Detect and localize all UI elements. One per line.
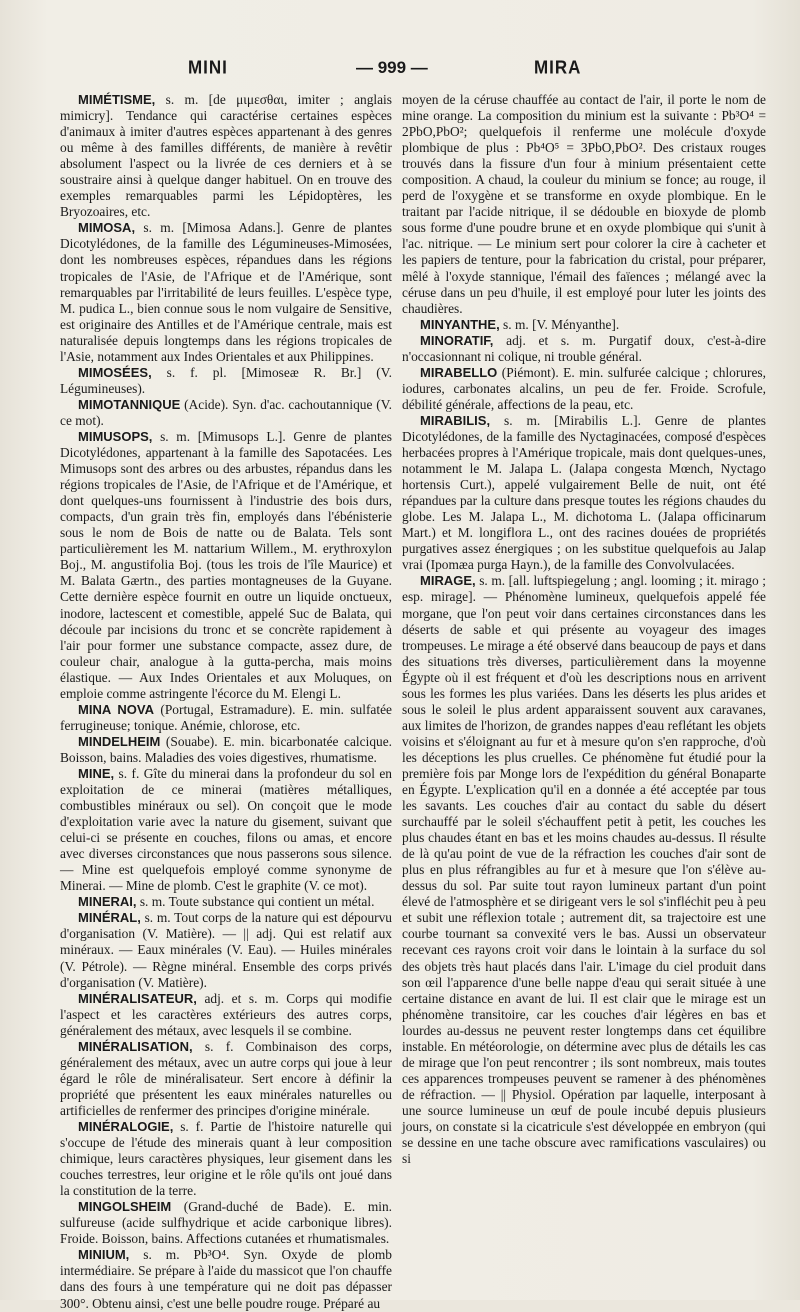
dictionary-entry — [60, 1119, 392, 1199]
entry-text: s. m. [all. luftspiegelung ; angl. looming ; it. mirago ; esp. mirage]. — Phénomène lumineux, quelquefois appelé fée morgane, que l'on peut voir dans certaines circonstances dans les déserts de sable et qui présente au voyageur des images trompeuses. Le mirage a été observé dans beaucoup de pays et dans des situations très diverses, particulièrement dans la moyenne Égypte où il est fréquent et d'où les descriptions nous en arrivent sous les formes les plus variées. Dans les déserts les plus arides et sous le soleil le plus ardent apparaissent souvent aux caravanes, aux limites de l'horizon, de grandes nappes d'eau reflétant les objets voisins et s'éloignant au fur et à mesure qu'on s'en rapproche, d'où les déceptions les plus cruelles. Ce phénomène fut étudié pour la première fois par Monge lors de l'expédition du général Bonaparte en Égypte. L'explication qu'il en a donnée a été acceptée par tous les savants. Les couches d'air au contact du sable du désert surchauffé par le soleil s'échauffent petit à petit, les couches les plus chaudes étant en bas et les moins chaudes au-dessus. Il résulte de là qu'au point de vue de la réfraction les couches d'air sont de plus en plus réfrangibles au fur et à mesure que l'on s'élève au-dessus du sol. Par suite tout rayon lumineux partant d'un point élevé de l'atmosphère et se dirigeant vers le sol s'infléchit peu à peu et subit une réflexion totale ; autrement dit, sa trajectoire est une courbe tournant sa convexité vers le bas. Aussi un observateur recevant ces rayons croit voir dans le lointain à la surface du sol des objets très haut placés dans l'air. L'image du ciel produit dans son œil l'apparence d'une belle nappe d'eau qui serait située à une certaine distance en avant de lui. Il est clair que le mirage est un phénomène transitoire, car les couches d'air légères en bas et lourdes au-dessus ne peuvent rester longtemps dans cet équilibre instable. En météorologie, on détermine avec plus de détails les cas de mirage que l'on peut rencontrer ; ils sont nombreux, mais toutes ces apparences trompeuses peuvent se ramener à des phénomènes de réfraction. — || Physiol. Opération par laquelle, interposant à une source lumineuse un œuf de poule incubé depuis plusieurs jours, on constate si la cicatricule s'est développée en embryon (qui se dessine en une tache obscure avec ramifications vasculaires) ou si — [402, 573, 766, 1167]
entry-text: s. f. Combinaison des corps, généralement des métaux, avec un autre corps qui joue à leur égard le rôle de minéralisateur. Sert encore à définir la propriété que présentent les eaux minérales naturelles ou artificielles de renfermer des principes d'origine minérale. — [60, 1038, 392, 1118]
dictionary-entry — [402, 92, 766, 317]
entry-headword: MIMOSÉES, — [78, 364, 152, 380]
entry-text: s. m. [Mirabilis L.]. Genre de plantes Dicotylédones, de la famille des Nyctaginacées, composé d'espèces herbacées propres à l'Amérique tropicale, mais dont quelques-unes, notamment le M. Jalapa L. (Jalapa congesta Mœnch, Nyctago hortensis Curt.), appelé vulgairement Belle de nuit, ont été répandues par la culture dans presque toutes les régions chaudes du globe. Les M. Jalapa L., M. dichotoma L. (Jalapa officinarum Mart.) et M. longiflora L., ont des racines douées de propriétés purgatives assez énergiques ; on les substitue quelquefois au Jalap vrai (Ipomæa purga Hayn.), de la famille des Convolvulacées. — [402, 412, 766, 573]
entry-headword: MIMOSA, — [78, 220, 136, 236]
header-right-guideword: MIRA — [534, 57, 582, 78]
entry-headword: MINÉRALOGIE, — [78, 1119, 174, 1134]
dictionary-entry — [60, 365, 392, 397]
entry-text: (Portugal, Estramadure). E. min. sulfatée ferrugineuse; tonique. Anémie, chlorose, etc. — [60, 701, 392, 733]
entry-headword: MINÉRALISATEUR, — [78, 990, 197, 1006]
entry-text: adj. et s. m. Corps qui modifie l'aspect et les caractères extérieurs des autres corps, généralement des métaux, avec lesquels il se combine. — [60, 990, 392, 1038]
left-column — [60, 92, 392, 1311]
entry-text: s. m. [V. Ményanthe]. — [499, 316, 620, 332]
dictionary-entry — [60, 910, 392, 990]
entry-text: (Piémont). E. min. sulfurée calcique ; chlorures, iodures, carbonates alcalins, un peu de fer. Froide. Scrofule, débilité générale, affections de la peau, etc. — [402, 364, 766, 412]
dictionary-entry — [402, 573, 766, 1167]
entry-text: s. m. [Mimusops L.]. Genre de plantes Dicotylédones, appartenant à la famille des Sapotacées. Les Mimusops sont des arbres ou des arbustes, répandus dans les régions tropicales de l'Asie, de l'Afrique et de l'Amérique, et dont quelques-uns fournissent à l'industrie des bois durs, compacts, d'un grain très fin, employés dans l'ébénisterie sous le nom de Bois de natte ou de Balata. Tels sont particulièrement les M. nattarium Willem., M. erythroxylon Boj., M. angustifolia Boj. (tous les trois de l'île Maurice) et M. Balata Gærtn., des parties montagneuses de la Guyane. Cette dernière espèce fournit en outre un liquide onctueux, inodore, lactescent et comestible, appelé Suc de Balata, qui découle par incisions du tronc et se concrète rapidement à l'air pour former une substance compacte, assez dure, de couleur chair, analogue à la gutta-percha, mais moins élastique. — Aux Indes Orientales et aux Moluques, on emploie comme astringente l'écorce du M. Elengi L. — [60, 428, 392, 701]
page-number: — 999 — — [356, 58, 428, 77]
dictionary-entry — [60, 429, 392, 702]
column-divider — [396, 92, 397, 1260]
dictionary-entry — [402, 317, 766, 333]
entry-text: s. m. Pb³O⁴. Syn. Oxyde de plomb intermédiaire. Se prépare à l'aide du massicot que l'on chauffe dans des fours à une température qui ne doit pas dépasser 300°. Obtenu ainsi, c'est une belle poudre rouge. Préparé au — [60, 1247, 392, 1311]
entry-headword: MIRAGE, — [420, 573, 476, 589]
entry-headword: MINIUM, — [78, 1247, 130, 1263]
entry-text: (Acide). Syn. d'ac. cachoutannique (V. ce mot). — [60, 396, 392, 428]
entry-text: s. m. Tout corps de la nature qui est dépourvu d'organisation (V. Matière). — || adj. Qui est relatif aux minéraux. — Eaux minérales (V. Eau). — Huiles minérales (V. Pétrole). — Règne minéral. Ensemble des corps privés d'organisation (V. Matière). — [60, 910, 392, 990]
entry-headword: MIRABILIS, — [420, 412, 491, 428]
dictionary-entry — [402, 413, 766, 573]
dictionary-entry — [60, 1039, 392, 1119]
entry-headword: MINGOLSHEIM — [78, 1199, 172, 1215]
dictionary-entry — [60, 1199, 392, 1247]
right-column — [402, 92, 766, 1262]
entry-headword: MIMÉTISME, — [78, 92, 156, 107]
entry-headword: MINDELHEIM — [78, 733, 161, 749]
entry-headword: MIMUSOPS, — [78, 428, 153, 444]
dictionary-entry — [60, 702, 392, 734]
entry-text: s. f. Partie de l'histoire naturelle qui s'occupe de l'étude des minerais quant à leur composition chimique, leurs caractères physiques, leur gisement dans les couches terrestres, leur origine et le rôle qu'ils ont joué dans la constitution de la terre. — [60, 1119, 392, 1199]
dictionary-entry — [60, 1247, 392, 1311]
entry-headword: MINYANTHE, — [420, 316, 500, 332]
dictionary-entry — [60, 397, 392, 429]
dictionary-entry — [60, 766, 392, 894]
entry-text: adj. et s. m. Purgatif doux, c'est-à-dire n'occasionnant ni colique, ni trouble général. — [402, 332, 766, 364]
entry-headword: MINÉRAL, — [78, 910, 141, 926]
entry-text: s. f. Gîte du minerai dans la profondeur du sol en exploitation de ce minerai (matières métalliques, combustibles minéraux ou sel). On conçoit que le mode d'exploitation varie avec la nature du gisement, suivant que celui-ci se présente en couches, filons ou amas, et encore avec diverses circonstances que nous passerons sous silence. — Mine est quelquefois employé comme synonyme de Minerai. — Mine de plomb. C'est le graphite (V. ce mot). — [60, 765, 392, 894]
dictionary-entry — [60, 92, 392, 220]
entry-text: (Souabe). E. min. bicarbonatée calcique. Boisson, bains. Maladies des voies digestives, rhumatisme. — [60, 733, 392, 765]
entry-headword: MINA NOVA — [78, 701, 154, 717]
entry-text: (Grand-duché de Bade). E. min. sulfureuse (acide sulfhydrique et acide carbonique libres). Froide. Boisson, bains. Affections cutanées et rhumatismales. — [60, 1199, 392, 1247]
entry-text: s. m. Toute substance qui contient un métal. — [136, 894, 375, 910]
entry-text: s. m. [de μιμεσθαι, imiter ; anglais mimicry]. Tendance qui caractérise certaines espèces d'animaux à imiter d'autres espèces appartenant à des genres ou même à des familles différents, de manière à revêtir absolument l'aspect ou la livrée de ces derniers et à se soustraire ainsi à quelque danger habituel. On en trouve des exemples remarquables parmi les Lépidoptères, les Bryozoaires, etc. — [60, 92, 392, 220]
header-left-guideword: MINI — [188, 57, 228, 78]
dictionary-entry — [60, 220, 392, 364]
dictionary-entry — [402, 333, 766, 365]
entry-headword: MIMOTANNIQUE — [78, 396, 181, 412]
entry-headword: MIRABELLO — [420, 364, 498, 380]
dictionary-entry — [60, 894, 392, 910]
dictionary-entry — [60, 991, 392, 1039]
entry-text: moyen de la céruse chauffée au contact de l'air, il porte le nom de mine orange. La composition du minium est la suivante : Pb³O⁴ = 2PbO,PbO²; quelquefois il renferme une molécule d'oxyde plombique de plus : Pb⁴O⁵ = 3PbO,PbO². Des cristaux rouges trouvés dans la fissure d'un four à minium présentaient cette composition. A chaud, la couleur du minium se fonce; au rouge, il perd de l'oxygène et se transforme en oxyde plombique. En le traitant par l'acide nitrique, il se dédouble en bioxyde de plomb sous forme d'une poudre brune et en oxyde plombique qui s'unit à l'ac. nitrique. — Le minium sert pour colorer la cire à cacheter et les papiers de tenture, pour la fabrication du cristal, pour préparer, mêlé à l'oxyde stannique, l'émail des faïences ; mélangé avec la céruse dans un peu d'huile, il est employé pour luter les joints des chaudières. — [402, 92, 766, 316]
entry-text: s. f. pl. [Mimoseæ R. Br.] (V. Légumineuses). — [60, 364, 392, 396]
page-header — [56, 58, 760, 82]
entry-headword: MINORATIF, — [420, 332, 494, 348]
entry-headword: MINÉRALISATION, — [78, 1038, 193, 1054]
dictionary-entry — [60, 734, 392, 766]
entry-headword: MINE, — [78, 765, 115, 781]
dictionary-entry — [402, 365, 766, 413]
entry-text: s. m. [Mimosa Adans.]. Genre de plantes Dicotylédones, de la famille des Légumineuses-Mimosées, dont les nombreuses espèces, répandues dans les régions tropicales de l'Asie, de l'Afrique et de l'Amérique, sont remarquables par l'irritabilité de leurs feuilles. L'espèce type, M. pudica L., bien connue sous le nom vulgaire de Sensitive, est originaire des Antilles et de l'Amérique centrale, mais est naturalisée depuis longtemps dans les régions tropicales de l'Asie, notamment aux Indes Orientales et aux Philippines. — [60, 220, 392, 364]
entry-headword: MINERAI, — [78, 894, 137, 910]
